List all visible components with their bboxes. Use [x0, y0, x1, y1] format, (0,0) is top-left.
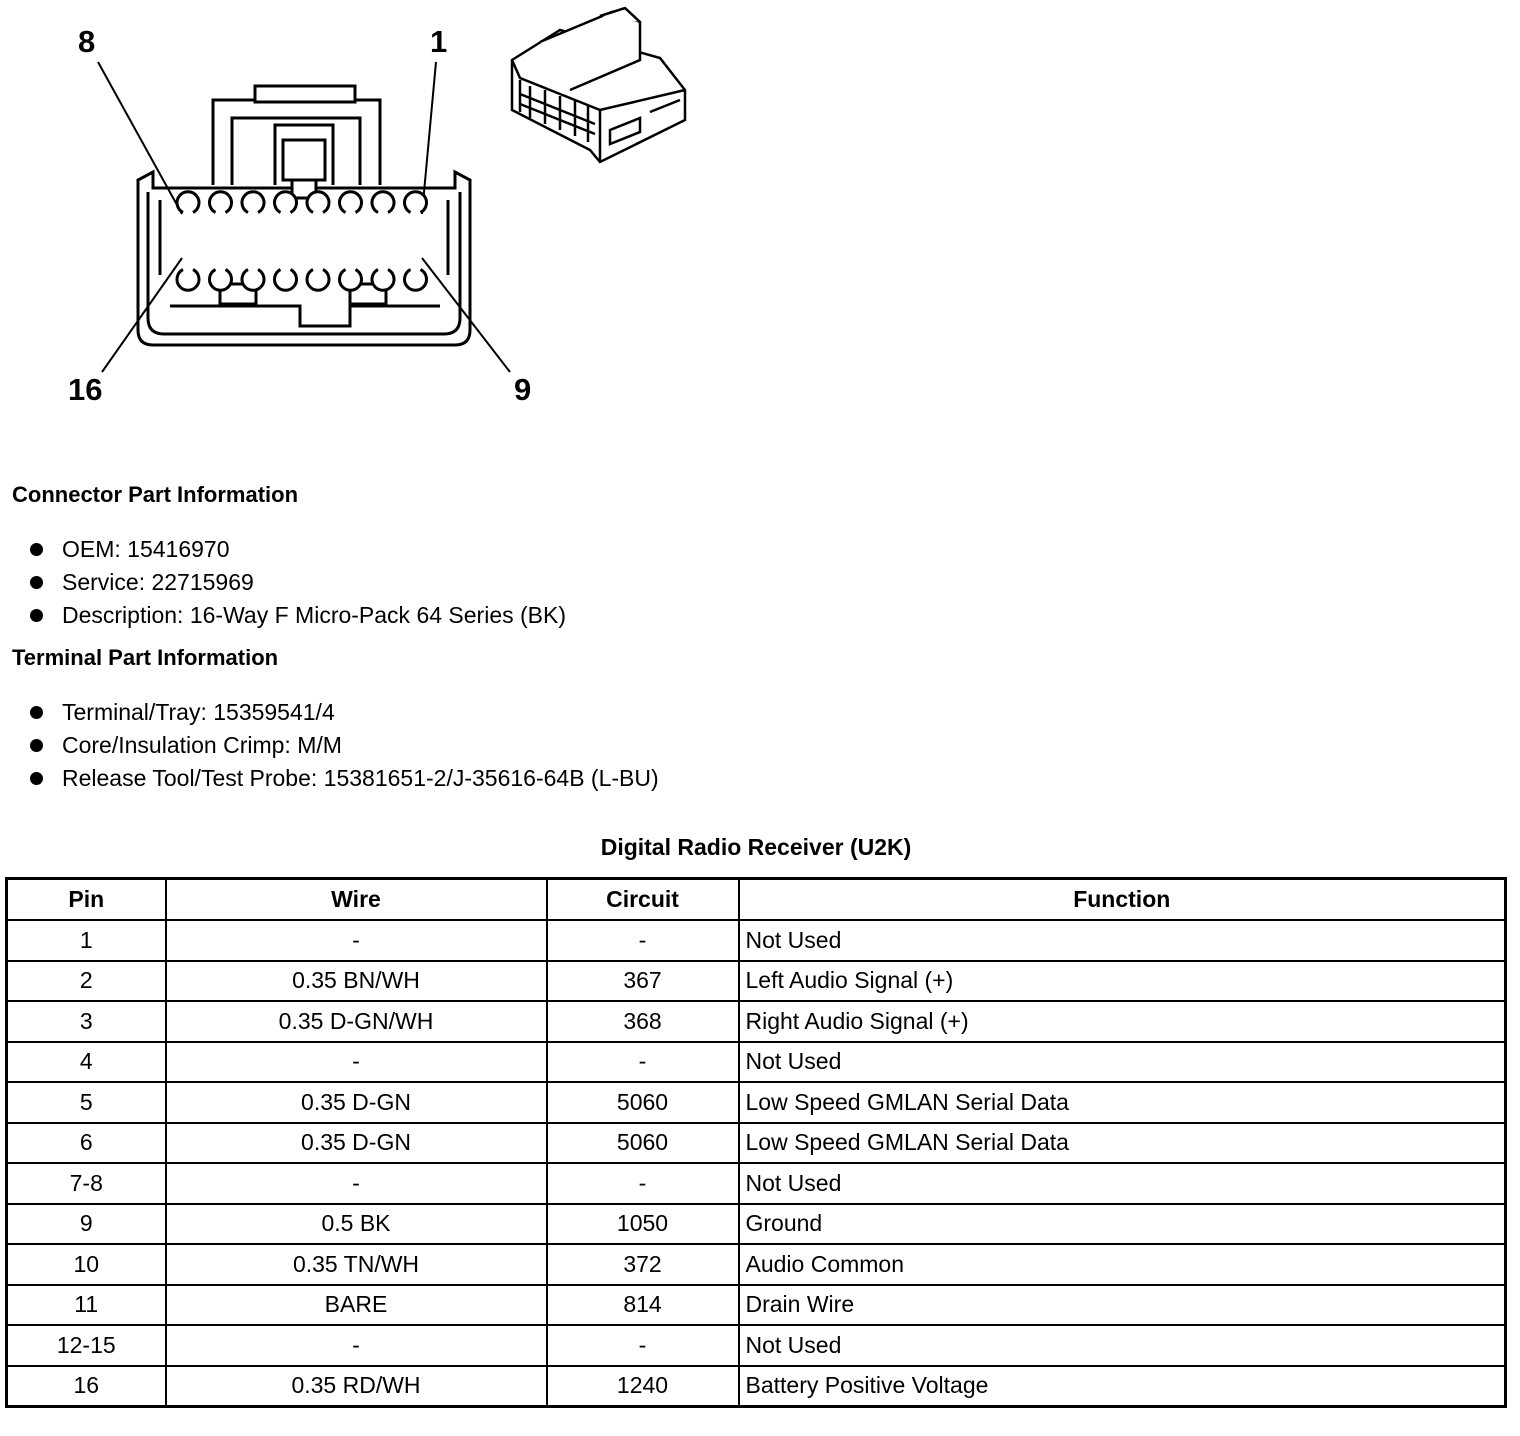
release-tool-test-probe: Release Tool/Test Probe: 15381651-2/J-35616-64B (L-BU) — [62, 765, 659, 791]
cell-circuit: - — [547, 1042, 739, 1083]
cell-circuit: 814 — [547, 1285, 739, 1326]
leader-line-pin-8 — [98, 62, 182, 214]
connector-face-view — [0, 0, 720, 430]
list-item — [0, 533, 566, 566]
cell-pin: 11 — [7, 1285, 166, 1326]
table-row — [7, 1244, 1506, 1285]
cell-pin: 7-8 — [7, 1163, 166, 1204]
cell-pin: 2 — [7, 961, 166, 1002]
cell-function: Ground — [739, 1204, 1506, 1245]
connector-body-inner — [148, 192, 460, 334]
header-circuit: Circuit — [547, 879, 739, 921]
leader-line-pin-16 — [102, 258, 182, 372]
cell-pin: 6 — [7, 1123, 166, 1164]
list-item — [0, 566, 566, 599]
cell-pin: 5 — [7, 1082, 166, 1123]
cell-function: Drain Wire — [739, 1285, 1506, 1326]
cell-wire: - — [166, 1163, 547, 1204]
terminal-cavity — [242, 192, 264, 213]
core-insulation-crimp: Core/Insulation Crimp: M/M — [62, 732, 342, 758]
bullet-icon — [30, 609, 43, 622]
terminal-cavity — [340, 192, 362, 213]
cell-function: Left Audio Signal (+) — [739, 961, 1506, 1002]
cell-pin: 9 — [7, 1204, 166, 1245]
connector-isometric-illustration — [512, 8, 685, 162]
connector-description: Description: 16-Way F Micro-Pack 64 Series (BK) — [62, 602, 567, 628]
oem-part-number: OEM: 15416970 — [62, 536, 230, 562]
leader-line-pin-9 — [422, 258, 510, 372]
cell-circuit: 1240 — [547, 1366, 739, 1407]
terminal-cavity — [177, 270, 199, 291]
connector-part-info-heading: Connector Part Information — [12, 482, 299, 507]
cell-circuit: 368 — [547, 1001, 739, 1042]
cell-function: Battery Positive Voltage — [739, 1366, 1506, 1407]
table-row — [7, 1082, 1506, 1123]
cell-function: Low Speed GMLAN Serial Data — [739, 1123, 1506, 1164]
connector-part-info-list — [0, 533, 566, 632]
terminal-cavity — [275, 270, 297, 291]
cell-circuit: - — [547, 920, 739, 961]
terminal-cavity — [307, 192, 329, 213]
cell-function: Not Used — [739, 1163, 1506, 1204]
cell-wire: - — [166, 920, 547, 961]
cell-wire: 0.35 D-GN — [166, 1123, 547, 1164]
cell-wire: 0.5 BK — [166, 1204, 547, 1245]
cell-circuit: 1050 — [547, 1204, 739, 1245]
cell-wire: 0.35 BN/WH — [166, 961, 547, 1002]
pin-16-callout: 16 — [68, 372, 103, 407]
table-row — [7, 1163, 1506, 1204]
pin-9-callout: 9 — [514, 372, 532, 407]
cell-function: Right Audio Signal (+) — [739, 1001, 1506, 1042]
cell-function: Low Speed GMLAN Serial Data — [739, 1082, 1506, 1123]
table-row — [7, 961, 1506, 1002]
terminal-cavity — [340, 270, 362, 291]
cell-pin: 16 — [7, 1366, 166, 1407]
connector-diagram — [0, 0, 720, 430]
cell-function: Not Used — [739, 1325, 1506, 1366]
list-item — [0, 599, 566, 632]
header-wire: Wire — [166, 879, 547, 921]
table-header-row — [7, 879, 1506, 921]
service-part-number: Service: 22715969 — [62, 569, 254, 595]
terminal-cavity — [307, 270, 329, 291]
pin-1-callout: 1 — [430, 24, 448, 59]
terminal-tray: Terminal/Tray: 15359541/4 — [62, 699, 335, 725]
cell-function: Not Used — [739, 1042, 1506, 1083]
cell-circuit: 372 — [547, 1244, 739, 1285]
cell-wire: 0.35 D-GN/WH — [166, 1001, 547, 1042]
list-item — [0, 729, 659, 762]
cell-pin: 4 — [7, 1042, 166, 1083]
leader-line-pin-1 — [422, 62, 436, 214]
cell-wire: 0.35 RD/WH — [166, 1366, 547, 1407]
cell-circuit: 367 — [547, 961, 739, 1002]
bullet-icon — [30, 772, 43, 785]
terminal-cavity — [210, 270, 232, 291]
terminal-cavity — [242, 270, 264, 291]
bullet-icon — [30, 739, 43, 752]
table-row — [7, 1204, 1506, 1245]
table-row — [7, 1123, 1506, 1164]
cell-function: Audio Common — [739, 1244, 1506, 1285]
cell-function: Not Used — [739, 920, 1506, 961]
terminal-cavity — [210, 192, 232, 213]
cell-wire: 0.35 TN/WH — [166, 1244, 547, 1285]
pinout-table — [5, 877, 1507, 1408]
bullet-icon — [30, 706, 43, 719]
cell-wire: - — [166, 1325, 547, 1366]
terminal-cavity — [372, 270, 394, 291]
cell-circuit: 5060 — [547, 1123, 739, 1164]
table-row — [7, 1325, 1506, 1366]
cell-pin: 10 — [7, 1244, 166, 1285]
cell-wire: 0.35 D-GN — [166, 1082, 547, 1123]
list-item — [0, 696, 659, 729]
pin-8-callout: 8 — [78, 24, 96, 59]
terminal-part-info-heading: Terminal Part Information — [12, 645, 279, 670]
terminal-cavity — [405, 192, 427, 213]
table-row — [7, 1042, 1506, 1083]
terminal-cavity — [372, 192, 394, 213]
header-function: Function — [739, 879, 1506, 921]
cell-circuit: - — [547, 1325, 739, 1366]
bullet-icon — [30, 576, 43, 589]
cell-pin: 1 — [7, 920, 166, 961]
terminal-part-info-list — [0, 696, 659, 795]
table-row — [7, 920, 1506, 961]
cell-circuit: - — [547, 1163, 739, 1204]
table-title: Digital Radio Receiver (U2K) — [600, 834, 912, 860]
terminal-cavity — [405, 270, 427, 291]
list-item — [0, 762, 659, 795]
cell-pin: 3 — [7, 1001, 166, 1042]
terminal-cavity — [177, 192, 199, 213]
table-row — [7, 1001, 1506, 1042]
cell-pin: 12-15 — [7, 1325, 166, 1366]
table-row — [7, 1285, 1506, 1326]
header-pin: Pin — [7, 879, 166, 921]
cell-wire: BARE — [166, 1285, 547, 1326]
terminal-cavity — [275, 192, 297, 213]
cell-circuit: 5060 — [547, 1082, 739, 1123]
bullet-icon — [30, 543, 43, 556]
cell-wire: - — [166, 1042, 547, 1083]
table-row — [7, 1366, 1506, 1407]
